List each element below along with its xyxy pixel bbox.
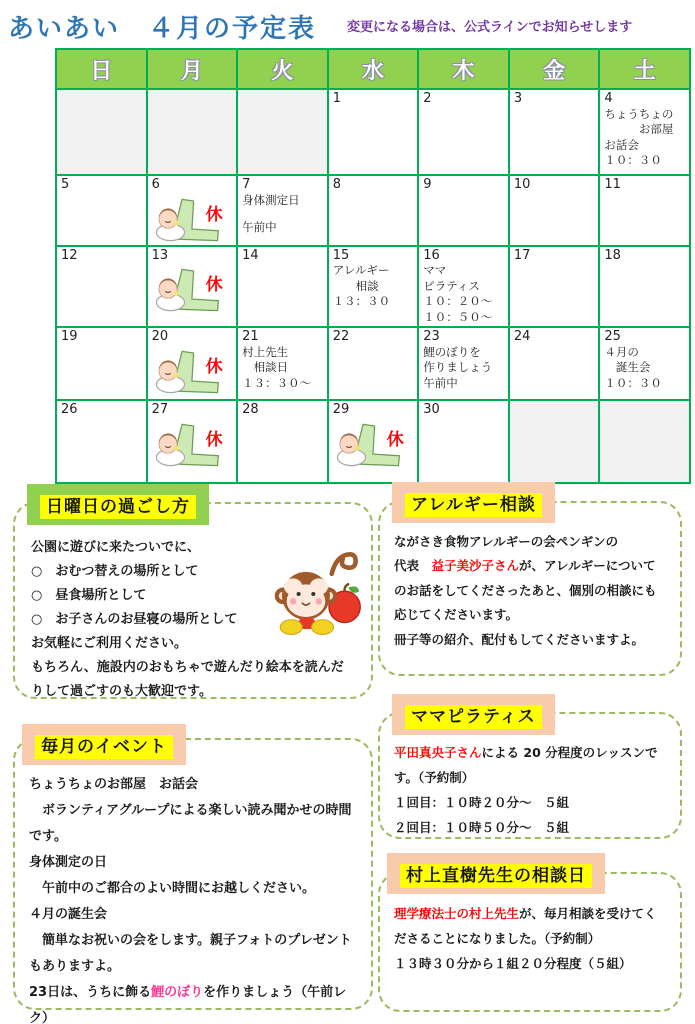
event-line: ママ bbox=[423, 263, 447, 278]
event-line: 午前中 bbox=[242, 219, 277, 234]
calendar-week-row bbox=[56, 175, 690, 246]
calendar-cell bbox=[418, 400, 509, 483]
weekday-header: 火 bbox=[237, 49, 328, 89]
calendar-cell bbox=[56, 327, 147, 400]
day-number: 17 bbox=[513, 247, 531, 263]
weekday-header: 金 bbox=[509, 49, 600, 89]
calendar-cell bbox=[237, 400, 328, 483]
box-text: ちょうちょのお部屋 お話会 bbox=[29, 777, 199, 792]
murakami-consult-badge bbox=[387, 853, 605, 894]
event-line: 午前中 bbox=[423, 375, 458, 390]
event-line: アレルギー bbox=[332, 263, 390, 278]
highlighted-name-text: 平田真央子さん bbox=[394, 745, 482, 760]
calendar-weekday-row bbox=[56, 49, 690, 89]
rest-label: 休 bbox=[205, 275, 223, 296]
allergy-consult-box bbox=[378, 495, 682, 676]
day-number: 29 bbox=[332, 402, 350, 418]
mama-pilates-badge bbox=[392, 694, 555, 735]
day-number: 2 bbox=[423, 91, 432, 106]
box-text: もちろん、施設内のおもちゃで遊んだり絵本を読んだりして過ごすのも大歓迎です。 bbox=[31, 660, 344, 700]
calendar-cell bbox=[509, 327, 600, 400]
event-line: １３：３０～ bbox=[242, 375, 312, 390]
calendar-cell bbox=[56, 175, 147, 246]
box-text: ボランティアグループによる楽しい読み聞かせの時間です。 bbox=[29, 803, 352, 844]
allergy-consult-title: アレルギー相談 bbox=[405, 493, 542, 517]
murakami-consult-box bbox=[378, 866, 682, 1012]
box-text: 公園に遊びに来たついでに、 bbox=[31, 540, 201, 555]
event-line: 相談日 bbox=[242, 360, 289, 375]
day-number: 5 bbox=[61, 177, 70, 192]
weekday-header: 月 bbox=[147, 49, 238, 89]
sunday-box-title: 日曜日の過ごし方 bbox=[40, 495, 196, 519]
calendar-cell bbox=[599, 327, 690, 400]
calendar-week-row bbox=[56, 400, 690, 483]
weekday-header: 木 bbox=[418, 49, 509, 89]
calendar-cell bbox=[147, 327, 238, 400]
day-number: 12 bbox=[61, 247, 78, 263]
calendar-cell bbox=[599, 246, 690, 328]
box-line bbox=[394, 790, 666, 815]
box-text: ２回目：１０時５０分～ ５組 bbox=[394, 820, 570, 835]
event-line: １３：３０ bbox=[332, 294, 391, 309]
day-number: 3 bbox=[513, 91, 523, 106]
box-line bbox=[29, 902, 357, 928]
day-number: 15 bbox=[332, 247, 350, 263]
box-text: ○ 昼食場所として bbox=[31, 588, 147, 604]
calendar-week-row bbox=[56, 327, 690, 400]
calendar-cell bbox=[509, 89, 600, 175]
box-line bbox=[31, 656, 355, 704]
allergy-consult-body bbox=[380, 503, 680, 658]
calendar-cell bbox=[56, 400, 147, 483]
box-text: 冊子等の紹介、配付もしてくださいますよ。 bbox=[394, 631, 645, 647]
highlighted-name-text: 益子美沙子さん bbox=[431, 558, 520, 574]
calendar-cell bbox=[418, 89, 509, 175]
calendar-body bbox=[56, 89, 690, 483]
day-number: 26 bbox=[61, 402, 78, 418]
box-line bbox=[394, 530, 666, 554]
day-number: 20 bbox=[151, 329, 169, 345]
day-number: 7 bbox=[242, 177, 251, 192]
calendar-cell bbox=[599, 175, 690, 246]
calendar-cell bbox=[328, 246, 419, 328]
event-line bbox=[242, 208, 323, 220]
calendar-cell bbox=[418, 327, 509, 400]
event-line: １０：２０～ bbox=[423, 294, 493, 309]
box-line bbox=[29, 928, 357, 980]
monthly-events-badge bbox=[22, 724, 186, 765]
rest-day-marker bbox=[335, 421, 414, 469]
event-line: １０：３０ bbox=[604, 153, 662, 168]
day-number: 19 bbox=[61, 329, 78, 345]
event-line: お話会 bbox=[604, 137, 639, 152]
murakami-consult-title: 村上直樹先生の相談日 bbox=[400, 864, 592, 888]
day-number: 24 bbox=[513, 329, 531, 345]
highlighted-name-text: 鯉のぼり bbox=[151, 985, 204, 1000]
day-number: 16 bbox=[423, 247, 440, 263]
calendar-cell bbox=[328, 327, 419, 400]
box-text: を作りましょう（午前レク） bbox=[29, 985, 347, 1024]
calendar-cell bbox=[147, 89, 238, 175]
box-text: が、毎月相談を受けてくださることになりました。（予約制） bbox=[394, 906, 657, 946]
calendar-cell bbox=[599, 400, 690, 483]
sunday-box-badge bbox=[27, 484, 209, 525]
event-line: 身体測定日 bbox=[242, 192, 300, 207]
event-line: ピラティス bbox=[423, 278, 480, 293]
box-text: ○ お子さんのお昼寝の場所として bbox=[31, 612, 238, 628]
day-number: 8 bbox=[332, 177, 341, 192]
box-line bbox=[29, 772, 357, 798]
mama-pilates-box bbox=[378, 707, 682, 839]
event-line: 作りましょう bbox=[423, 360, 493, 375]
day-number: 10 bbox=[513, 177, 531, 192]
calendar-cell bbox=[237, 246, 328, 328]
calendar-cell bbox=[56, 89, 147, 175]
event-line: ４月の bbox=[604, 344, 639, 359]
box-line bbox=[29, 798, 357, 850]
calendar-cell bbox=[509, 400, 600, 483]
calendar-cell bbox=[509, 175, 600, 246]
box-text: ○ おむつ替えの場所として bbox=[31, 564, 199, 580]
event-line: ちょうちょの bbox=[604, 106, 674, 121]
monkey-icon bbox=[271, 542, 363, 650]
weekday-header: 土 bbox=[599, 49, 690, 89]
page-title: あいあい ４月の予定表 bbox=[8, 14, 317, 44]
box-text: １３時３０分から１組２０分程度（５組） bbox=[394, 956, 632, 971]
rest-label: 休 bbox=[205, 204, 223, 225]
monthly-events-body bbox=[15, 740, 371, 1024]
box-line bbox=[29, 850, 357, 876]
calendar-cell bbox=[147, 400, 238, 483]
day-number: 9 bbox=[423, 177, 432, 192]
box-line bbox=[29, 876, 357, 902]
allergy-consult-badge bbox=[392, 482, 555, 523]
box-text: が、アレルギーについてのお話をしてくださったあと、個別の相談にも応じてくださいます。 bbox=[394, 558, 657, 623]
weekday-header: 水 bbox=[328, 49, 419, 89]
box-line bbox=[394, 554, 666, 627]
day-number: 14 bbox=[242, 247, 259, 263]
page-subtitle: 変更になる場合は、公式ラインでお知らせします bbox=[347, 20, 633, 35]
box-text: ４月の誕生会 bbox=[29, 907, 108, 922]
box-line bbox=[394, 740, 666, 790]
calendar-cell bbox=[328, 175, 419, 246]
calendar-cell bbox=[418, 175, 509, 246]
sunday-box bbox=[13, 497, 373, 700]
event-line: １０：５０～ bbox=[423, 309, 493, 324]
day-number: 18 bbox=[604, 247, 621, 263]
calendar-cell bbox=[237, 175, 328, 246]
rest-day-marker bbox=[154, 348, 233, 396]
box-line bbox=[29, 980, 357, 1024]
calendar-cell bbox=[237, 89, 328, 175]
box-text: お気軽にご利用ください。 bbox=[31, 636, 188, 652]
rest-day-marker bbox=[154, 421, 233, 469]
calendar-cell bbox=[509, 246, 600, 328]
event-line: お部屋 bbox=[604, 122, 674, 137]
box-text: 23日は、うちに飾る bbox=[29, 985, 152, 1000]
box-text: １回目：１０時２０分～ ５組 bbox=[394, 795, 570, 810]
calendar-week-row bbox=[56, 246, 690, 328]
rest-label: 休 bbox=[205, 356, 223, 377]
calendar-cell bbox=[418, 246, 509, 328]
mama-pilates-title: ママピラティス bbox=[405, 705, 542, 729]
box-text: による 20 分程度のレッスンです。（予約制） bbox=[394, 745, 658, 785]
box-line bbox=[394, 951, 666, 976]
day-number: 22 bbox=[332, 329, 350, 345]
calendar-week-row bbox=[56, 89, 690, 175]
box-line bbox=[394, 901, 666, 951]
event-line: １０：３０ bbox=[604, 375, 662, 390]
day-number: 25 bbox=[604, 329, 621, 345]
event-line: 相談 bbox=[332, 278, 379, 293]
day-number: 11 bbox=[604, 177, 621, 192]
event-line: 鯉のぼりを bbox=[423, 344, 481, 359]
day-number: 21 bbox=[242, 329, 259, 345]
box-line bbox=[394, 815, 666, 840]
highlighted-name-text: 理学療法士の村上先生 bbox=[394, 906, 520, 921]
calendar-cell bbox=[328, 400, 419, 483]
box-text: 簡単なお祝いの会をします。親子フォトのプレゼントもありますよ。 bbox=[29, 933, 352, 974]
event-line: 村上先生 bbox=[242, 344, 289, 359]
rest-label: 休 bbox=[205, 429, 223, 450]
calendar-cell bbox=[328, 89, 419, 175]
calendar-cell bbox=[599, 89, 690, 175]
monthly-events-box bbox=[13, 737, 373, 1024]
day-number: 6 bbox=[151, 177, 160, 192]
day-number: 1 bbox=[332, 91, 341, 106]
calendar-table bbox=[55, 48, 691, 484]
calendar-cell bbox=[237, 327, 328, 400]
day-number: 23 bbox=[423, 329, 440, 345]
box-line bbox=[394, 628, 666, 652]
calendar-cell bbox=[56, 246, 147, 328]
rest-day-marker bbox=[154, 196, 233, 244]
rest-day-marker bbox=[154, 266, 233, 314]
day-number: 4 bbox=[604, 91, 613, 106]
calendar-cell bbox=[147, 175, 238, 246]
box-text: 代表 bbox=[394, 558, 432, 574]
calendar-cell bbox=[147, 246, 238, 328]
day-number: 27 bbox=[151, 402, 169, 418]
box-text: 身体測定の日 bbox=[29, 855, 108, 870]
day-number: 30 bbox=[423, 402, 440, 418]
box-text: 午前中のご都合のよい時間にお越しください。 bbox=[29, 881, 316, 896]
event-line: 誕生会 bbox=[604, 360, 651, 375]
day-number: 13 bbox=[151, 247, 169, 263]
rest-label: 休 bbox=[386, 429, 404, 450]
day-number: 28 bbox=[242, 402, 259, 418]
monthly-events-title: 毎月のイベント bbox=[35, 735, 173, 759]
box-text: ながさき食物アレルギーの会ペンギンの bbox=[394, 534, 619, 549]
weekday-header: 日 bbox=[56, 49, 147, 89]
